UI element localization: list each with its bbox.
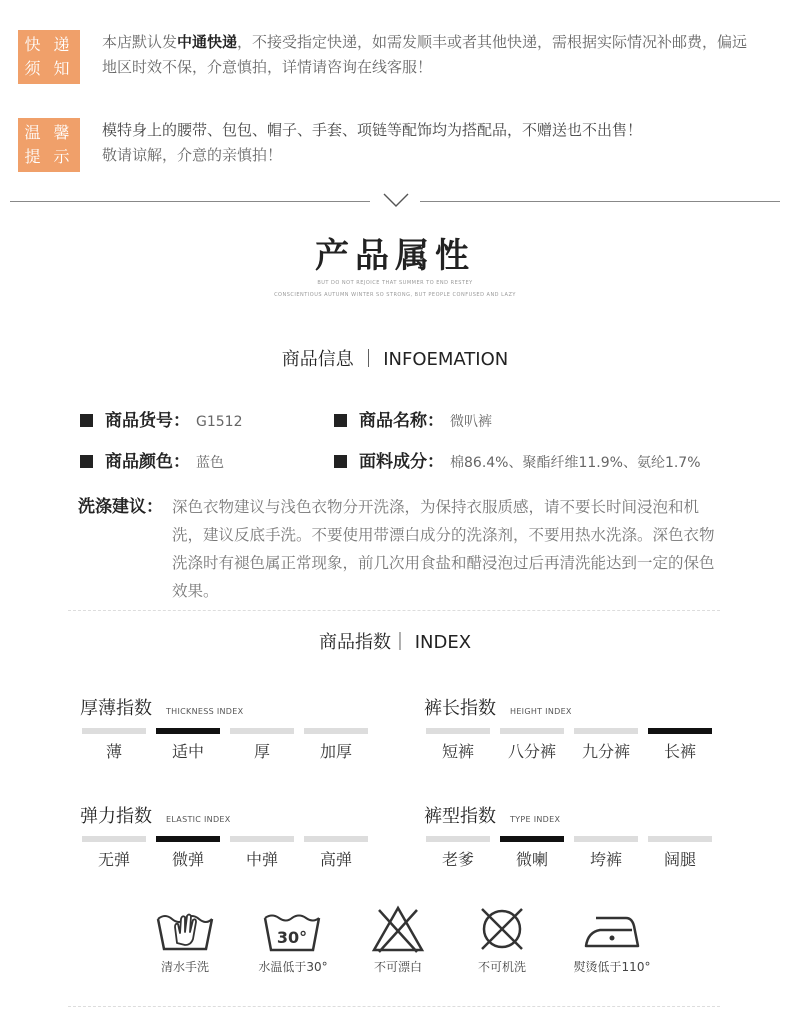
index-group-title [80, 802, 231, 828]
section-info-heading: 商品信息 ｜ INFOEMATION [281, 349, 509, 370]
wash-temp-mark: 30° [276, 928, 308, 947]
index-bar [82, 836, 146, 842]
hand-wash-icon [155, 905, 215, 955]
index-bar [426, 836, 490, 842]
index-group-title [80, 694, 243, 720]
index-option-label: 薄 [105, 742, 122, 761]
wash-advice-text: 深色衣物建议与浅色衣物分开洗涤，为保持衣服质感，请不要长时间浸泡和机洗，建议反底手洗。不要使用带漂白成分的洗涤剂，不要用热水洗涤。深色衣物洗涤时有褪色属正常现象，前几次用食盐和醋浸泡过后再清洗能达到一定的保色效果。 [172, 498, 715, 600]
no-bleach-icon [371, 905, 425, 955]
care-label: 水温低于30° [258, 960, 328, 974]
divider-left [10, 201, 370, 202]
dashed-separator [68, 1006, 720, 1007]
attr-key: 商品货号： [105, 411, 190, 431]
tips-notice-text [102, 118, 762, 168]
index-option-label: 九分裤 [581, 742, 630, 761]
attr-value: 棉86.4%、聚酯纤维11.9%、氨纶1.7% [450, 455, 701, 471]
care-label: 清水手洗 [160, 960, 209, 974]
index-bar [230, 728, 294, 734]
index-option-label: 微弹 [171, 850, 204, 869]
index-option-label: 无弹 [97, 850, 130, 869]
section-index-heading: 商品指数｜ INDEX [318, 632, 472, 653]
bullet-square-icon [334, 455, 347, 468]
index-bar [304, 836, 368, 842]
notice-text: 模特身上的腰带、包包、帽子、手套、项链等配饰均为搭配品，不赠送也不出售！ [102, 121, 643, 139]
index-title-en: HEIGHT INDEX [510, 707, 572, 716]
divider-right [420, 201, 780, 202]
no-machine-wash-icon [478, 905, 526, 953]
index-title-en: ELASTIC INDEX [166, 815, 231, 824]
shipping-notice-tag [18, 30, 80, 84]
tag-line: 须 知 [24, 59, 74, 78]
attr-key: 商品颜色： [105, 452, 190, 472]
index-bar [574, 728, 638, 734]
index-option-label: 中弹 [245, 850, 278, 869]
attr-value: 微叭裤 [450, 414, 492, 430]
index-title-text: 厚薄指数 [80, 698, 152, 719]
index-option-label: 厚 [253, 742, 270, 761]
page-title: 产品属性 [315, 236, 475, 276]
tips-notice-tag [18, 118, 80, 172]
index-option-label: 高弹 [319, 850, 352, 869]
index-title-en: TYPE INDEX [510, 815, 561, 824]
notice-bold: 中通快递 [177, 33, 238, 51]
index-title-text: 裤长指数 [424, 698, 496, 719]
index-title-text: 弹力指数 [80, 806, 152, 827]
index-title-text: 裤型指数 [424, 806, 496, 827]
notice-text: 本店默认发 [102, 33, 178, 51]
care-label: 熨烫低于110° [573, 960, 651, 974]
index-option-label: 老爹 [441, 850, 474, 869]
attr-value: G1512 [196, 414, 243, 430]
index-option-label: 适中 [171, 742, 204, 761]
index-bar-selected [156, 836, 220, 842]
attr-key: 商品名称： [359, 411, 444, 431]
wash-advice-label: 洗涤建议： [78, 497, 163, 517]
index-option-label: 阔腿 [663, 850, 696, 869]
notice-text: ，不接受指定快递，如需发顺丰或者其他快递，需根据实际情况补邮费，偏远地区时效不保，介意慎拍，详情请咨询在线客服！ [102, 33, 748, 76]
index-group-title [424, 694, 572, 720]
index-bar-selected [500, 836, 564, 842]
index-bar [648, 836, 712, 842]
index-bar-selected [648, 728, 712, 734]
tag-line: 提 示 [24, 147, 74, 166]
attr-key: 面料成分： [359, 452, 444, 472]
index-bar [500, 728, 564, 734]
attr-value: 蓝色 [196, 455, 224, 471]
dashed-separator [68, 610, 720, 611]
wash-30-icon [262, 910, 322, 955]
index-bar [574, 836, 638, 842]
index-option-label: 短裤 [441, 742, 474, 761]
chevron-down-icon [383, 193, 409, 209]
index-option-label: 八分裤 [507, 742, 556, 761]
index-bar [426, 728, 490, 734]
notice-text: 敬请谅解，介意的亲慎拍！ [102, 146, 283, 164]
shipping-notice-text [102, 30, 762, 80]
bullet-square-icon [80, 414, 93, 427]
index-bar-selected [156, 728, 220, 734]
tagline-small: BUT DO NOT REJOICE THAT SUMMER TO END RESTEY [317, 280, 473, 286]
care-label: 不可漂白 [373, 960, 422, 974]
index-option-label: 长裤 [663, 742, 696, 761]
index-option-label: 微喇 [515, 850, 548, 869]
index-bar [230, 836, 294, 842]
tag-line: 温 馨 [24, 123, 74, 142]
index-option-label: 加厚 [319, 742, 352, 761]
tagline-small: CONSCIENTIOUS AUTUMN WINTER SO STRONG, BUT PEOPLE CONFUSED AND LAZY [274, 292, 516, 298]
attr-item-no [80, 406, 242, 431]
attr-color [80, 447, 224, 472]
bullet-square-icon [80, 455, 93, 468]
care-label: 不可机洗 [477, 960, 526, 974]
tag-line: 快 递 [24, 35, 74, 54]
index-option-label: 垮裤 [589, 850, 622, 869]
index-group-title [424, 802, 560, 828]
index-bar [304, 728, 368, 734]
attr-name [334, 406, 492, 431]
iron-low-icon [582, 910, 642, 950]
index-title-en: THICKNESS INDEX [166, 707, 244, 716]
attr-fabric [334, 447, 701, 472]
bullet-square-icon [334, 414, 347, 427]
index-bar [82, 728, 146, 734]
